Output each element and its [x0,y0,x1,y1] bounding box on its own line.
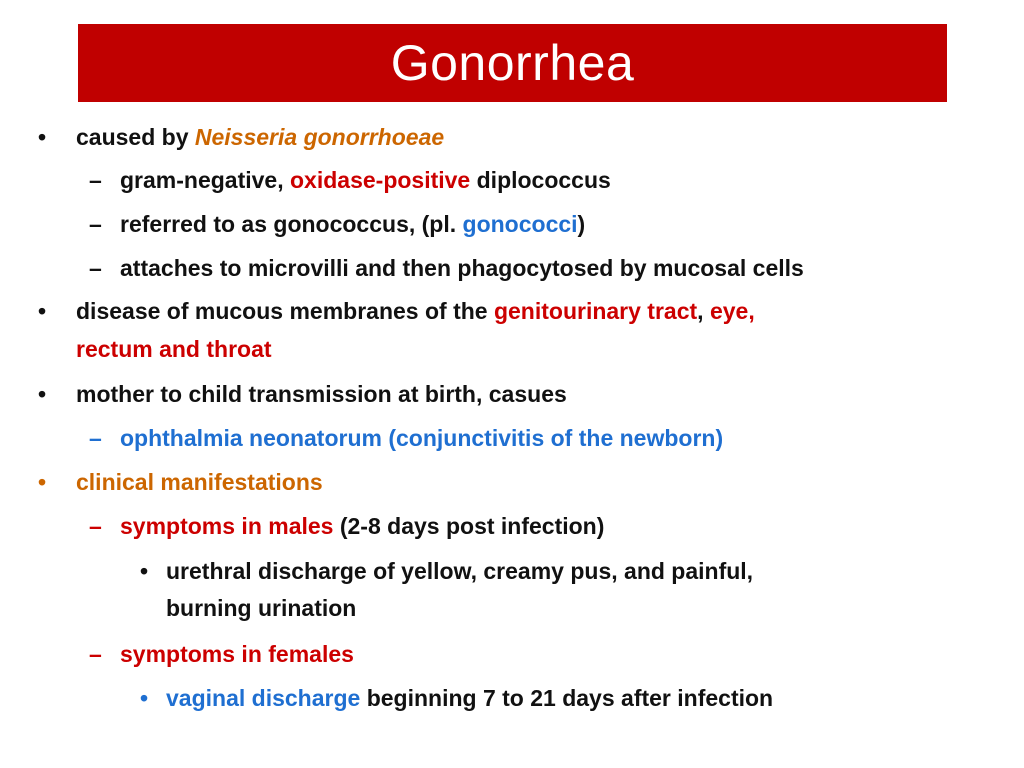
sub-text: ) [577,211,586,237]
dash-marker: – [89,255,102,281]
sub-text: referred to as gonococcus, (pl. [120,211,463,237]
dash-marker: – [89,211,102,237]
sub-ophthalmia [120,424,723,452]
subsub-text: burning urination [166,595,357,621]
subsub-text: beginning 7 to 21 days after infection [360,685,774,711]
bullet-text: mother to child transmission at birth, casues [76,381,567,407]
organism-name: Neisseria gonorrhoeae [194,124,445,150]
sub-gonococcus [120,210,585,238]
subsub-urethral [166,557,753,585]
bullet-text: caused by [76,124,195,150]
dash-marker: – [89,513,102,539]
dash-marker: – [89,167,102,193]
bullet-disease-continued [76,335,272,363]
bullet-transmission [76,380,567,408]
bullet-caused-by [76,123,444,151]
rectum-throat-term: rectum and throat [76,336,272,362]
bullet-marker: • [38,298,47,324]
sub-text: (2-8 days post infection) [333,513,605,539]
bullet-text: disease of mucous membranes of the [76,298,494,324]
ophthalmia-term: ophthalmia neonatorum (conjunctivitis of the newborn) [120,425,724,451]
sub-text: gram-negative, [120,167,290,193]
clinical-term: clinical manifestations [76,469,323,495]
eye-term: eye, [709,298,755,324]
bullet-disease [76,297,755,325]
bullet-marker: • [38,469,47,495]
oxidase-positive-term: oxidase-positive [290,167,471,193]
dash-marker: – [89,425,102,451]
males-term: symptoms in males [120,513,334,539]
sub-microvilli [120,254,804,282]
dash-marker: – [89,641,102,667]
gonococci-term: gonococci [462,211,578,237]
sub-males [120,512,604,540]
bullet-text: , [697,298,710,324]
sub-gram-negative [120,166,611,194]
subsub-vaginal [166,684,773,712]
subsub-urethral-continued [166,594,356,622]
sub-text: attaches to microvilli and then phagocytosed by mucosal cells [120,255,804,281]
bullet-marker: • [140,558,149,584]
bullet-clinical [76,468,323,496]
sub-females [120,640,354,668]
subsub-text: urethral discharge of yellow, creamy pus, and painful, [166,558,754,584]
bullet-marker: • [38,124,47,150]
slide-title: Gonorrhea [390,35,635,91]
bullet-marker: • [140,685,149,711]
sub-text: diplococcus [470,167,611,193]
vaginal-discharge-term: vaginal discharge [166,685,361,711]
bullet-marker: • [38,381,47,407]
females-term: symptoms in females [120,641,354,667]
genitourinary-term: genitourinary tract [493,298,698,324]
